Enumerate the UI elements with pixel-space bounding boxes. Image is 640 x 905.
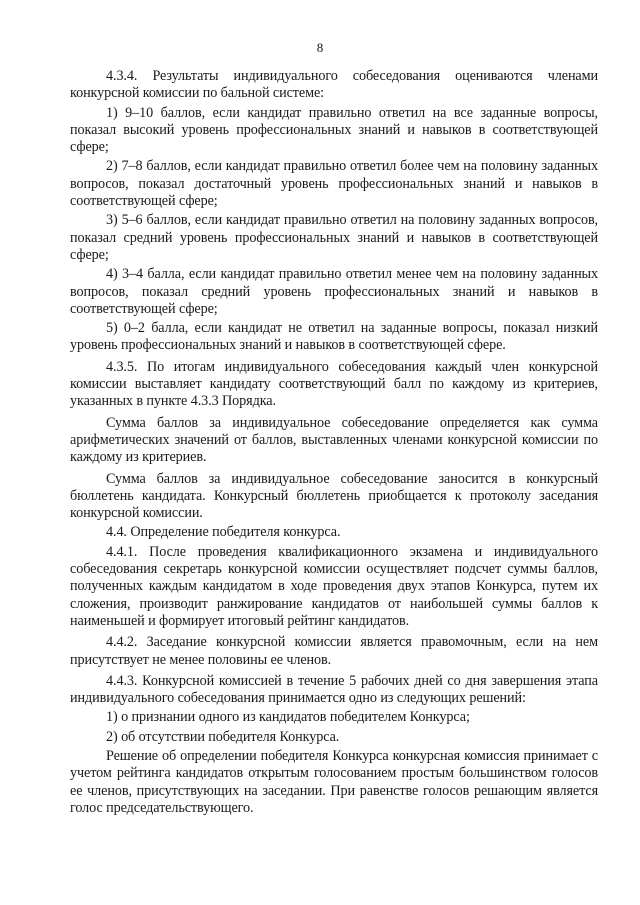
paragraph-4-4-2: 4.4.2. Заседание конкурсной комиссии является правомочным, если на нем присутствует не менее половины ее членов. (70, 634, 598, 668)
section-heading-4-4: 4.4. Определение победителя конкурса. (106, 524, 341, 541)
paragraph-score-sum: Сумма баллов за индивидуальное собеседование определяется как сумма арифметических значений от баллов, выставленных членами конкурсной комиссии по каждому из критериев. (70, 414, 598, 466)
list-item-score-5-6: 3) 5–6 баллов, если кандидат правильно ответил на половину заданных вопросов, показал средний уровень профессиональных знаний и навыков в соответствующей сфере; (70, 212, 598, 263)
list-item-no-winner: 2) об отсутствии победителя Конкурса. (106, 728, 340, 745)
list-item-score-3-4: 4) 3–4 балла, если кандидат правильно ответил менее чем на половину заданных вопросов, показал средний уровень профессиональных знаний и навыков в соответствующей сфере; (70, 266, 598, 317)
list-item-score-7-8: 2) 7–8 баллов, если кандидат правильно ответил более чем на половину заданных вопросов, показал достаточный уровень профессиональных знаний и навыков в соответствующей сфере; (70, 158, 598, 210)
paragraph-decision: Решение об определении победителя Конкурса конкурсная комиссия принимает с учетом рейтинга кандидатов открытым голосованием простым большинством голосов ее членов, присутствующих на заседании. При равенстве голосов решающим является голос председательствующего. (70, 747, 598, 816)
list-item-score-0-2: 5) 0–2 балла, если кандидат не ответил на заданные вопросы, показал низкий уровень профессиональных знаний и навыков в соответствующей сфере. (70, 320, 598, 354)
paragraph-4-4-1: 4.4.1. После проведения квалификационного экзамена и индивидуального собеседования секретарь конкурсной комиссии осуществляет подсчет суммы баллов, полученных каждым кандидатом в ходе проведения двух этапов Конкурса, путем их сложения, производит ранжирование кандидатов от наибольшей суммы баллов к наименьшей и формирует итоговый рейтинг кандидатов. (70, 543, 598, 629)
paragraph-4-3-5: 4.3.5. По итогам индивидуального собеседования каждый член конкурсной комиссии выставляет кандидату соответствующий балл по каждому из критериев, указанных в пункте 4.3.3 Порядка. (70, 358, 598, 410)
paragraph-4-4-3: 4.4.3. Конкурсной комиссией в течение 5 рабочих дней со дня завершения этапа индивидуального собеседования принимается одно из следующих решений: (70, 672, 598, 707)
paragraph-4-3-4: 4.3.4. Результаты индивидуального собеседования оцениваются членами конкурсной комиссии по бальной системе: (70, 68, 598, 102)
page-number: 8 (316, 40, 324, 55)
paragraph-score-ballot: Сумма баллов за индивидуальное собеседование заносится в конкурсный бюллетень кандидата. Конкурсный бюллетень приобщается к протоколу заседания конкурсной комиссии. (70, 470, 598, 522)
list-item-score-9-10: 1) 9–10 баллов, если кандидат правильно ответил на все заданные вопросы, показал высокий уровень профессиональных знаний и навыков в соответствующей сфере; (70, 104, 598, 156)
document-body (70, 68, 598, 819)
list-item-winner: 1) о признании одного из кандидатов победителем Конкурса; (106, 709, 470, 726)
